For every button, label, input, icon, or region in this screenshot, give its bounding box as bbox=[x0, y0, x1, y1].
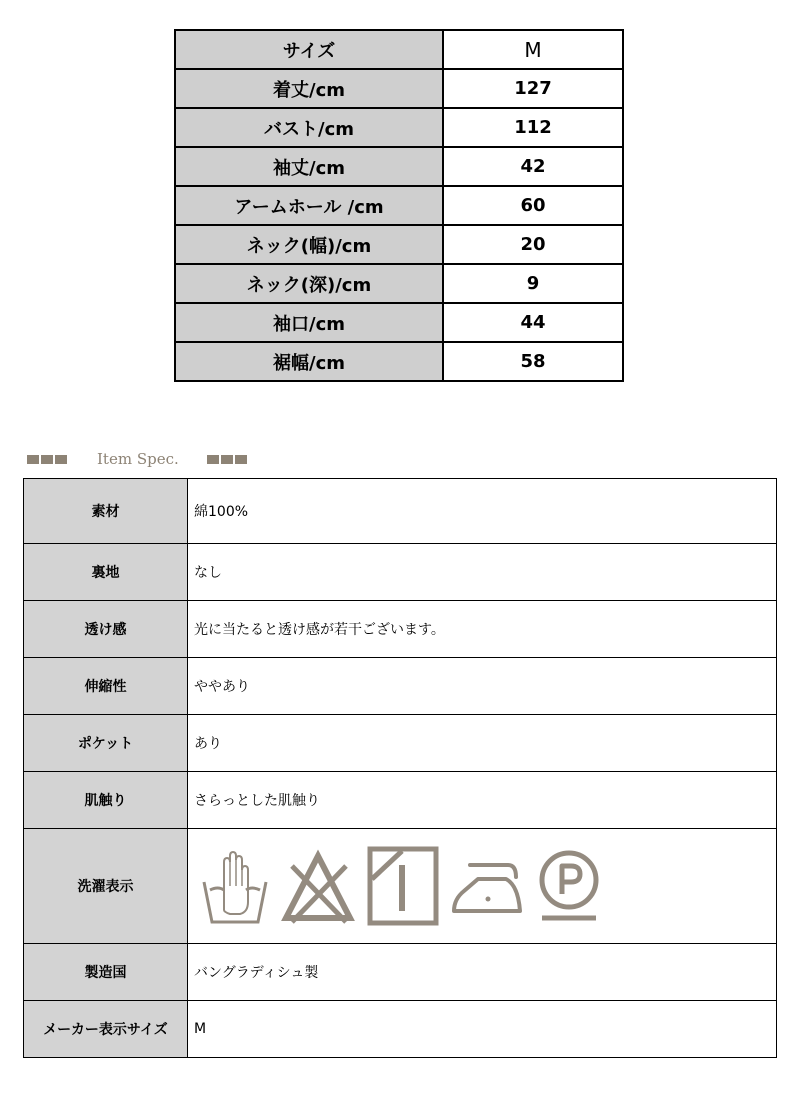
spec-row-care bbox=[24, 829, 777, 944]
decorative-squares-left bbox=[27, 455, 67, 464]
spec-row-label: 素材 bbox=[24, 479, 188, 544]
spec-row-label: 洗濯表示 bbox=[24, 829, 188, 944]
spec-row-country bbox=[24, 944, 777, 1001]
size-row-label: 袖口/cm bbox=[175, 303, 443, 342]
size-row-value: 127 bbox=[443, 69, 623, 108]
size-row-value: 9 bbox=[443, 264, 623, 303]
size-row-value: 44 bbox=[443, 303, 623, 342]
size-row-label: 着丈/cm bbox=[175, 69, 443, 108]
care-icons bbox=[200, 845, 776, 927]
spec-row-value: なし bbox=[188, 544, 777, 601]
hand-wash-icon bbox=[200, 846, 270, 926]
size-row-length bbox=[175, 69, 623, 108]
spec-row-value: バングラディシュ製 bbox=[188, 944, 777, 1001]
spec-row-label: 肌触り bbox=[24, 772, 188, 829]
dry-clean-p-icon bbox=[536, 846, 602, 926]
spec-row-value: あり bbox=[188, 715, 777, 772]
item-spec-heading bbox=[27, 447, 247, 471]
drip-dry-shade-icon bbox=[366, 845, 440, 927]
spec-row-material bbox=[24, 479, 777, 544]
spec-row-lining bbox=[24, 544, 777, 601]
size-row-cuff bbox=[175, 303, 623, 342]
size-row-value: 42 bbox=[443, 147, 623, 186]
size-row-value: 58 bbox=[443, 342, 623, 381]
size-row-label: 袖丈/cm bbox=[175, 147, 443, 186]
size-row-label: バスト/cm bbox=[175, 108, 443, 147]
spec-row-value: さらっとした肌触り bbox=[188, 772, 777, 829]
spec-row-label: 製造国 bbox=[24, 944, 188, 1001]
spec-row-label: ポケット bbox=[24, 715, 188, 772]
spec-row-maker-size bbox=[24, 1001, 777, 1058]
no-bleach-icon bbox=[280, 846, 356, 926]
size-row-neck-width bbox=[175, 225, 623, 264]
decorative-squares-right bbox=[207, 455, 247, 464]
size-row-label: アームホール /cm bbox=[175, 186, 443, 225]
spec-row-stretch bbox=[24, 658, 777, 715]
item-spec-table bbox=[23, 478, 777, 1058]
size-header-label: サイズ bbox=[175, 30, 443, 69]
spec-row-pocket bbox=[24, 715, 777, 772]
care-icons-cell bbox=[188, 829, 777, 944]
spec-row-label: 裏地 bbox=[24, 544, 188, 601]
size-row-value: 112 bbox=[443, 108, 623, 147]
size-header-value: M bbox=[443, 30, 623, 69]
size-row-hem-width bbox=[175, 342, 623, 381]
iron-low-icon bbox=[450, 851, 526, 921]
spec-row-label: 伸縮性 bbox=[24, 658, 188, 715]
size-row-sleeve-length bbox=[175, 147, 623, 186]
size-row-armhole bbox=[175, 186, 623, 225]
size-row-neck-depth bbox=[175, 264, 623, 303]
spec-row-value: ややあり bbox=[188, 658, 777, 715]
spec-row-value: 綿100% bbox=[188, 479, 777, 544]
size-row-value: 60 bbox=[443, 186, 623, 225]
spec-row-sheerness bbox=[24, 601, 777, 658]
spec-row-texture bbox=[24, 772, 777, 829]
size-table bbox=[174, 29, 624, 382]
size-row-label: ネック(深)/cm bbox=[175, 264, 443, 303]
size-row-bust bbox=[175, 108, 623, 147]
size-row-label: ネック(幅)/cm bbox=[175, 225, 443, 264]
size-row-value: 20 bbox=[443, 225, 623, 264]
spec-row-label: 透け感 bbox=[24, 601, 188, 658]
spec-row-value: M bbox=[188, 1001, 777, 1058]
size-row-label: 裾幅/cm bbox=[175, 342, 443, 381]
item-spec-title: Item Spec. bbox=[97, 450, 179, 468]
spec-row-label: メーカー表示サイズ bbox=[24, 1001, 188, 1058]
size-table-header-row bbox=[175, 30, 623, 69]
spec-row-value: 光に当たると透け感が若干ございます。 bbox=[188, 601, 777, 658]
